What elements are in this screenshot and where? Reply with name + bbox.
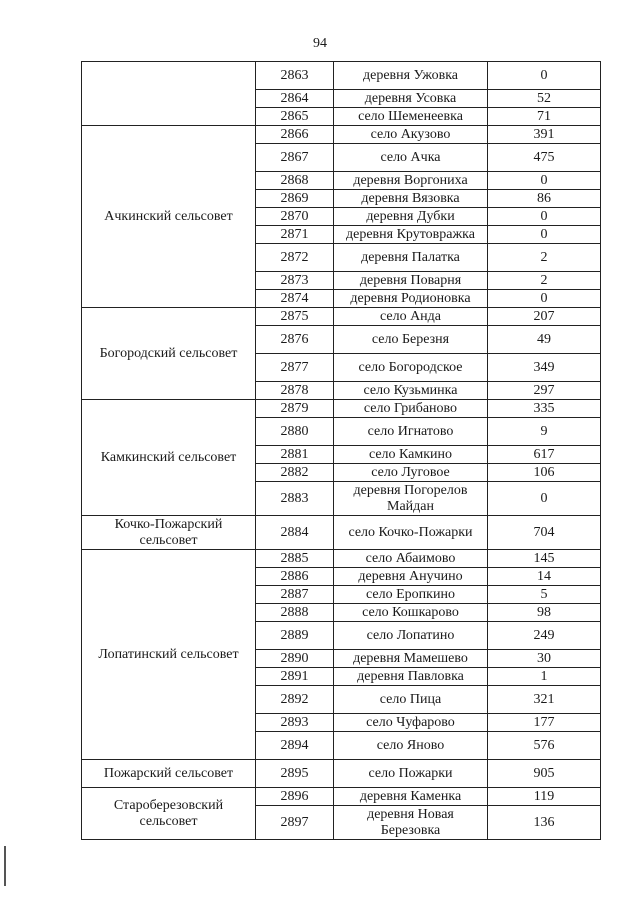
population-cell: 0 [488, 290, 601, 308]
number-cell: 2896 [256, 788, 334, 806]
settlement-cell: село Игнатово [334, 418, 488, 446]
settlement-cell: село Ачка [334, 144, 488, 172]
number-cell: 2889 [256, 622, 334, 650]
table-row [82, 516, 601, 550]
population-cell: 391 [488, 126, 601, 144]
council-cell: Пожарский сельсовет [82, 760, 256, 788]
settlement-cell: деревня Поварня [334, 272, 488, 290]
settlement-cell: село Кочко-Пожарки [334, 516, 488, 550]
population-cell: 71 [488, 108, 601, 126]
number-cell: 2891 [256, 668, 334, 686]
table-row [82, 308, 601, 326]
population-cell: 0 [488, 208, 601, 226]
number-cell: 2897 [256, 806, 334, 840]
number-cell: 2874 [256, 290, 334, 308]
population-cell: 0 [488, 172, 601, 190]
settlement-cell: деревня Палатка [334, 244, 488, 272]
settlement-cell: деревня Ужовка [334, 62, 488, 90]
number-cell: 2881 [256, 446, 334, 464]
number-cell: 2878 [256, 382, 334, 400]
settlement-cell: деревня Усовка [334, 90, 488, 108]
table-row [82, 760, 601, 788]
population-cell: 119 [488, 788, 601, 806]
population-cell: 86 [488, 190, 601, 208]
population-cell: 98 [488, 604, 601, 622]
population-cell: 905 [488, 760, 601, 788]
page-number: 94 [313, 36, 327, 51]
population-cell: 14 [488, 568, 601, 586]
council-cell: Кочко-Пожарский сельсовет [82, 516, 256, 550]
settlements-table [81, 61, 601, 840]
number-cell: 2863 [256, 62, 334, 90]
number-cell: 2886 [256, 568, 334, 586]
population-cell: 0 [488, 62, 601, 90]
population-cell: 1 [488, 668, 601, 686]
number-cell: 2892 [256, 686, 334, 714]
council-cell: Богородский сельсовет [82, 308, 256, 400]
number-cell: 2873 [256, 272, 334, 290]
population-cell: 2 [488, 244, 601, 272]
council-cell: Ачкинский сельсовет [82, 126, 256, 308]
settlement-cell: деревня Крутовражка [334, 226, 488, 244]
settlement-cell: деревня Новая Березовка [334, 806, 488, 840]
number-cell: 2882 [256, 464, 334, 482]
settlement-cell: деревня Погорелов Майдан [334, 482, 488, 516]
council-cell: Староберезовский сельсовет [82, 788, 256, 840]
settlement-cell: село Анда [334, 308, 488, 326]
settlement-cell: село Яново [334, 732, 488, 760]
number-cell: 2877 [256, 354, 334, 382]
settlement-cell: село Акузово [334, 126, 488, 144]
settlements-table-body [82, 62, 601, 840]
settlement-cell: деревня Анучино [334, 568, 488, 586]
settlement-cell: село Луговое [334, 464, 488, 482]
number-cell: 2888 [256, 604, 334, 622]
settlement-cell: село Абаимово [334, 550, 488, 568]
population-cell: 576 [488, 732, 601, 760]
settlement-cell: село Кузьминка [334, 382, 488, 400]
population-cell: 335 [488, 400, 601, 418]
settlement-cell: село Пица [334, 686, 488, 714]
settlement-cell: село Чуфарово [334, 714, 488, 732]
table-row [82, 126, 601, 144]
population-cell: 704 [488, 516, 601, 550]
settlement-cell: деревня Вязовка [334, 190, 488, 208]
number-cell: 2883 [256, 482, 334, 516]
number-cell: 2895 [256, 760, 334, 788]
number-cell: 2868 [256, 172, 334, 190]
settlement-cell: село Шеменеевка [334, 108, 488, 126]
number-cell: 2890 [256, 650, 334, 668]
settlement-cell: деревня Воргониха [334, 172, 488, 190]
settlement-cell: село Еропкино [334, 586, 488, 604]
settlement-cell: деревня Родионовка [334, 290, 488, 308]
number-cell: 2875 [256, 308, 334, 326]
number-cell: 2871 [256, 226, 334, 244]
population-cell: 177 [488, 714, 601, 732]
council-cell [82, 62, 256, 126]
number-cell: 2866 [256, 126, 334, 144]
population-cell: 5 [488, 586, 601, 604]
number-cell: 2893 [256, 714, 334, 732]
population-cell: 297 [488, 382, 601, 400]
number-cell: 2865 [256, 108, 334, 126]
population-cell: 207 [488, 308, 601, 326]
population-cell: 321 [488, 686, 601, 714]
settlement-cell: деревня Павловка [334, 668, 488, 686]
population-cell: 106 [488, 464, 601, 482]
settlement-cell: село Кошкарово [334, 604, 488, 622]
table-row [82, 62, 601, 90]
table-row [82, 550, 601, 568]
table-row [82, 788, 601, 806]
settlement-cell: село Грибаново [334, 400, 488, 418]
settlement-cell: деревня Каменка [334, 788, 488, 806]
number-cell: 2885 [256, 550, 334, 568]
number-cell: 2867 [256, 144, 334, 172]
number-cell: 2887 [256, 586, 334, 604]
settlement-cell: деревня Дубки [334, 208, 488, 226]
population-cell: 349 [488, 354, 601, 382]
settlement-cell: село Березня [334, 326, 488, 354]
number-cell: 2884 [256, 516, 334, 550]
settlement-cell: село Пожарки [334, 760, 488, 788]
number-cell: 2879 [256, 400, 334, 418]
settlement-cell: село Камкино [334, 446, 488, 464]
population-cell: 617 [488, 446, 601, 464]
table-row [82, 400, 601, 418]
population-cell: 52 [488, 90, 601, 108]
number-cell: 2869 [256, 190, 334, 208]
settlement-cell: деревня Мамешево [334, 650, 488, 668]
population-cell: 475 [488, 144, 601, 172]
population-cell: 49 [488, 326, 601, 354]
population-cell: 2 [488, 272, 601, 290]
population-cell: 136 [488, 806, 601, 840]
council-cell: Камкинский сельсовет [82, 400, 256, 516]
number-cell: 2876 [256, 326, 334, 354]
number-cell: 2872 [256, 244, 334, 272]
number-cell: 2894 [256, 732, 334, 760]
population-cell: 30 [488, 650, 601, 668]
council-cell: Лопатинский сельсовет [82, 550, 256, 760]
population-cell: 9 [488, 418, 601, 446]
population-cell: 0 [488, 226, 601, 244]
settlement-cell: село Богородское [334, 354, 488, 382]
settlement-cell: село Лопатино [334, 622, 488, 650]
number-cell: 2864 [256, 90, 334, 108]
population-cell: 145 [488, 550, 601, 568]
number-cell: 2870 [256, 208, 334, 226]
number-cell: 2880 [256, 418, 334, 446]
population-cell: 0 [488, 482, 601, 516]
population-cell: 249 [488, 622, 601, 650]
scan-edge-mark [4, 846, 6, 886]
